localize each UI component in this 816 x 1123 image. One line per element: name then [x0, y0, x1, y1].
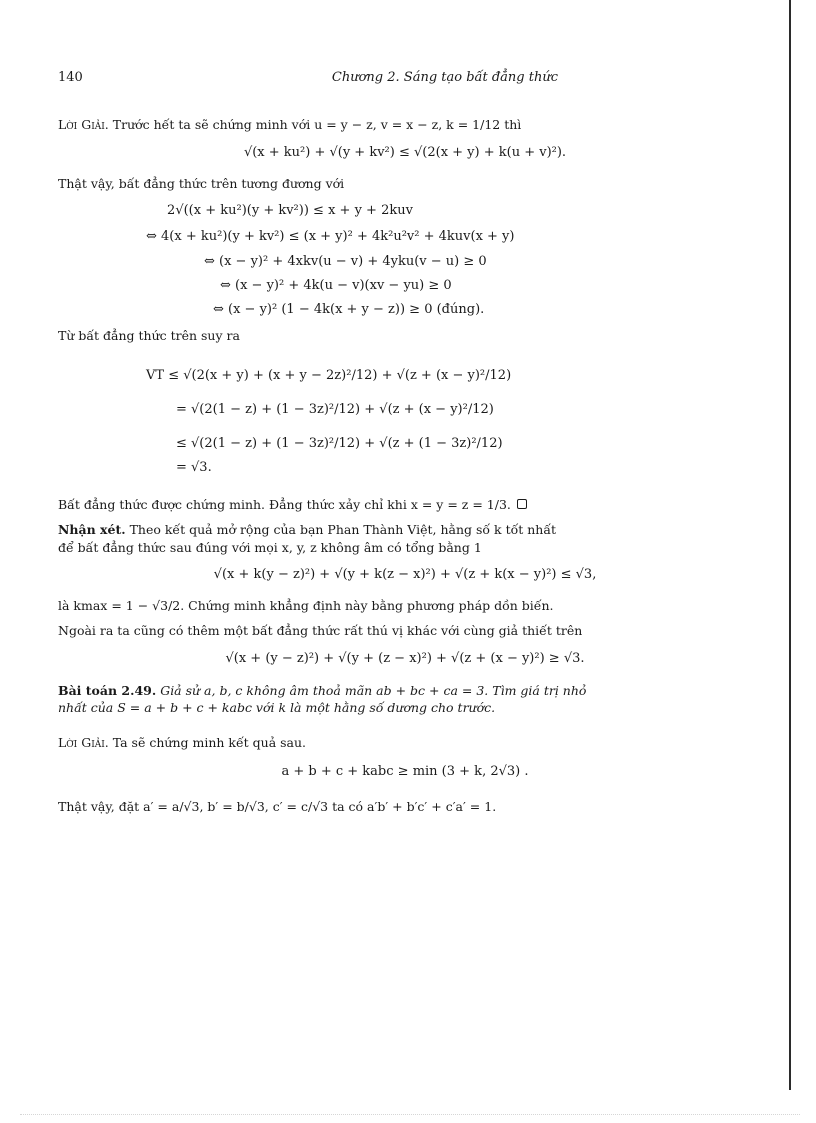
conclusion-line	[58, 497, 527, 513]
deduce-text: Từ bất đẳng thức trên suy ra	[58, 328, 240, 343]
solution2-intro-line	[58, 735, 306, 751]
solution2-intro: Ta sẽ chứng minh kết quả sau.	[112, 735, 307, 750]
solution-label: Lời Giải.	[58, 117, 109, 132]
solution-intro-line	[58, 117, 521, 133]
remark-equation-2: √(x + (y − z)²) + √(y + (z − x)²) + √(z + (x − y)²) ≥ √3.	[225, 651, 585, 666]
problem-text-2	[58, 700, 495, 716]
page-number: 140	[58, 70, 83, 85]
chapter-title: Chương 2. Sáng tạo bất đẳng thức	[331, 70, 558, 85]
equation-1: √(x + ku²) + √(y + kv²) ≤ √(2(x + y) + k(u + v)²).	[243, 145, 567, 160]
solution2-label: Lời Giải.	[58, 735, 109, 750]
vt-line-3: ≤ √(2(1 − z) + (1 − 3z)²/12) + √(z + (1 − 3z)²/12)	[176, 436, 503, 451]
vt-line-2: = √(2(1 − z) + (1 − 3z)²/12) + √(z + (x − y)²/12)	[176, 402, 494, 417]
problem-text-2-content: nhất của S = a + b + c + kabc với k là một hằng số dương cho trước.	[58, 700, 496, 715]
step-3: ⇔ (x − y)² + 4xkv(u − v) + 4yku(v − u) ≥ 0	[204, 254, 487, 269]
remark-text-3: là kmax = 1 − √3/2. Chứng minh khẳng định này bằng phương pháp dồn biến.	[58, 598, 554, 613]
vt-line-4: = √3.	[176, 460, 212, 475]
problem-label: Bài toán 2.49.	[58, 683, 157, 698]
remark-text-4: Ngoài ra ta cũng có thêm một bất đẳng thức rất thú vị khác với cùng giả thiết trên	[58, 623, 583, 638]
solution-intro: Trước hết ta sẽ chứng minh với u = y − z, v = x − z, k = 1/12 thì	[112, 117, 522, 132]
solution2-last-line: Thật vậy, đặt a′ = a/√3, b′ = b/√3, c′ = c/√3 ta có a′b′ + b′c′ + c′a′ = 1.	[58, 799, 497, 814]
problem-text-1: Giả sử a, b, c không âm thoả mãn ab + bc + ca = 3. Tìm giá trị nhỏ	[160, 683, 587, 698]
remark-equation: √(x + k(y − z)²) + √(y + k(z − x)²) + √(z + k(x − y)²) ≤ √3,	[213, 567, 597, 582]
remark-text-2: để bất đẳng thức sau đúng với mọi x, y, z không âm có tổng bằng 1	[58, 540, 482, 555]
remark-text-1: Theo kết quả mở rộng của bạn Phan Thành Việt, hằng số k tốt nhất	[129, 522, 557, 537]
page-bottom-border	[20, 1114, 800, 1116]
vt-derivation	[146, 360, 512, 475]
remark-label: Nhận xét.	[58, 522, 126, 537]
page-edge-line	[789, 0, 791, 1090]
step-2: ⇔ 4(x + ku²)(y + kv²) ≤ (x + y)² + 4k²u²v² + 4kuv(x + y)	[146, 229, 515, 244]
qed-box-icon	[517, 499, 527, 509]
vt-line-1: VT ≤ √(2(x + y) + (x + y − 2z)²/12) + √(z + (x − y)²/12)	[146, 368, 512, 383]
remark-line-1	[58, 522, 556, 538]
problem-line-1	[58, 683, 586, 699]
step-5: ⇔ (x − y)² (1 − 4k(x + y − z)) ≥ 0 (đúng).	[213, 302, 485, 317]
solution2-equation: a + b + c + kabc ≥ min (3 + k, 2√3) .	[281, 764, 529, 779]
indeed-text: Thật vậy, bất đẳng thức trên tương đương với	[58, 176, 345, 191]
step-1: 2√((x + ku²)(y + kv²)) ≤ x + y + 2kuv	[167, 203, 413, 218]
step-4: ⇔ (x − y)² + 4k(u − v)(xv − yu) ≥ 0	[220, 278, 452, 293]
conclusion-text: Bất đẳng thức được chứng minh. Đẳng thức xảy chỉ khi x = y = z = 1/3.	[58, 497, 511, 512]
